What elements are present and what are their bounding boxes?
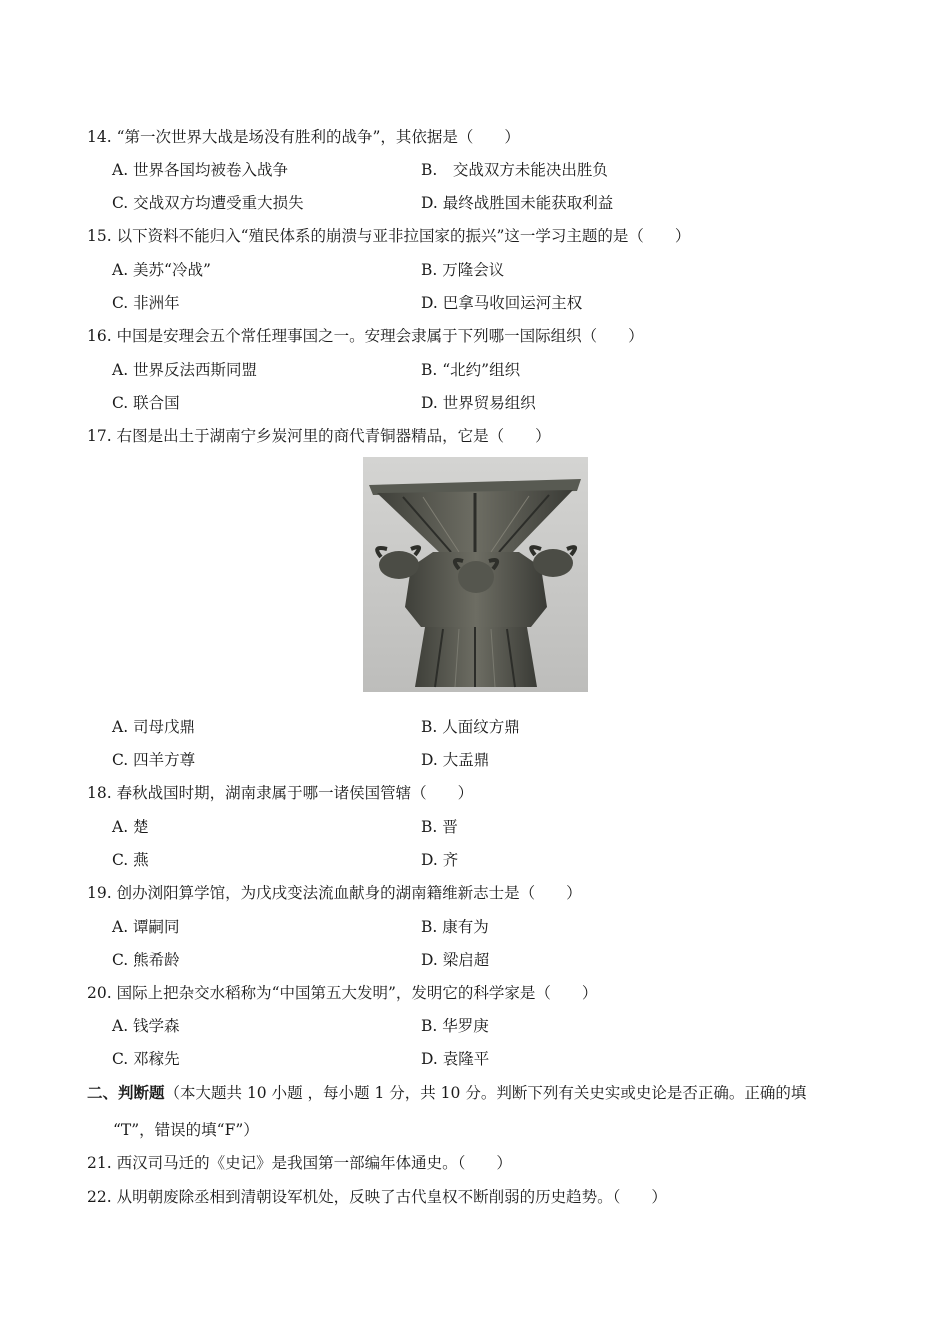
question-17-option-a[interactable]: A. 司母戊鼎	[112, 718, 196, 736]
question-19-stem: 19. 创办浏阳算学馆，为戊戌变法流血献身的湖南籍维新志士是（ ）	[87, 884, 582, 902]
question-18-option-a[interactable]: A. 楚	[112, 818, 149, 836]
section-2-instruction-cont: “T”，错误的填“F”）	[113, 1121, 259, 1139]
section-2-instruction: （本大题共 10 小题 ，每小题 1 分，共 10 分。判断下列有关史实或史论是否正确。正确的填	[164, 1084, 807, 1102]
question-19-option-a[interactable]: A. 谭嗣同	[112, 918, 180, 936]
question-16-option-c[interactable]: C. 联合国	[112, 394, 180, 412]
question-19-option-c[interactable]: C. 熊希龄	[112, 951, 180, 969]
question-20-option-b[interactable]: B. 华罗庚	[421, 1017, 489, 1035]
bronze-vessel-photo	[363, 457, 588, 692]
question-19-option-d[interactable]: D. 梁启超	[421, 951, 490, 969]
judgment-22[interactable]: 22. 从明朝废除丞相到清朝设军机处，反映了古代皇权不断削弱的历史趋势。（ ）	[87, 1188, 667, 1206]
question-16-stem: 16. 中国是安理会五个常任理事国之一。安理会隶属于下列哪一国际组织（ ）	[87, 327, 644, 345]
question-15-option-b[interactable]: B. 万隆会议	[421, 261, 505, 279]
question-14-option-c[interactable]: C. 交战双方均遭受重大损失	[112, 194, 304, 212]
question-20-option-d[interactable]: D. 袁隆平	[421, 1050, 490, 1068]
question-14-option-d[interactable]: D. 最终战胜国未能获取利益	[421, 194, 614, 212]
judgment-21[interactable]: 21. 西汉司马迁的《史记》是我国第一部编年体通史。（ ）	[87, 1154, 512, 1172]
section-2-heading	[87, 1083, 806, 1103]
question-17-option-b[interactable]: B. 人面纹方鼎	[421, 718, 520, 736]
question-14-option-b[interactable]: B. 交战双方未能决出胜负	[421, 161, 608, 179]
question-15-option-a[interactable]: A. 美苏“冷战”	[112, 261, 211, 279]
question-14-stem: 14. “第一次世界大战是场没有胜利的战争”，其依据是（ ）	[87, 128, 520, 146]
section-2-title: 二、判断题	[87, 1083, 165, 1102]
question-16-option-b[interactable]: B. “北约”组织	[421, 361, 521, 379]
question-14-option-a[interactable]: A. 世界各国均被卷入战争	[112, 161, 289, 179]
question-20-stem: 20. 国际上把杂交水稻称为“中国第五大发明”，发明它的科学家是（ ）	[87, 984, 598, 1002]
question-20-option-c[interactable]: C. 邓稼先	[112, 1050, 180, 1068]
question-18-option-c[interactable]: C. 燕	[112, 851, 149, 869]
question-17-option-d[interactable]: D. 大盂鼎	[421, 751, 490, 769]
question-18-stem: 18. 春秋战国时期，湖南隶属于哪一诸侯国管辖（ ）	[87, 784, 474, 802]
question-15-stem: 15. 以下资料不能归入“殖民体系的崩溃与亚非拉国家的振兴”这一学习主题的是（ ）	[87, 227, 691, 245]
question-16-option-d[interactable]: D. 世界贸易组织	[421, 394, 536, 412]
question-15-option-d[interactable]: D. 巴拿马收回运河主权	[421, 294, 583, 312]
question-17-option-c[interactable]: C. 四羊方尊	[112, 751, 196, 769]
question-17-stem: 17. 右图是出土于湖南宁乡炭河里的商代青铜器精品，它是（ ）	[87, 427, 551, 445]
question-18-option-d[interactable]: D. 齐	[421, 851, 459, 869]
question-19-option-b[interactable]: B. 康有为	[421, 918, 489, 936]
question-16-option-a[interactable]: A. 世界反法西斯同盟	[112, 361, 258, 379]
question-15-option-c[interactable]: C. 非洲年	[112, 294, 180, 312]
question-20-option-a[interactable]: A. 钱学森	[112, 1017, 180, 1035]
question-18-option-b[interactable]: B. 晋	[421, 818, 458, 836]
